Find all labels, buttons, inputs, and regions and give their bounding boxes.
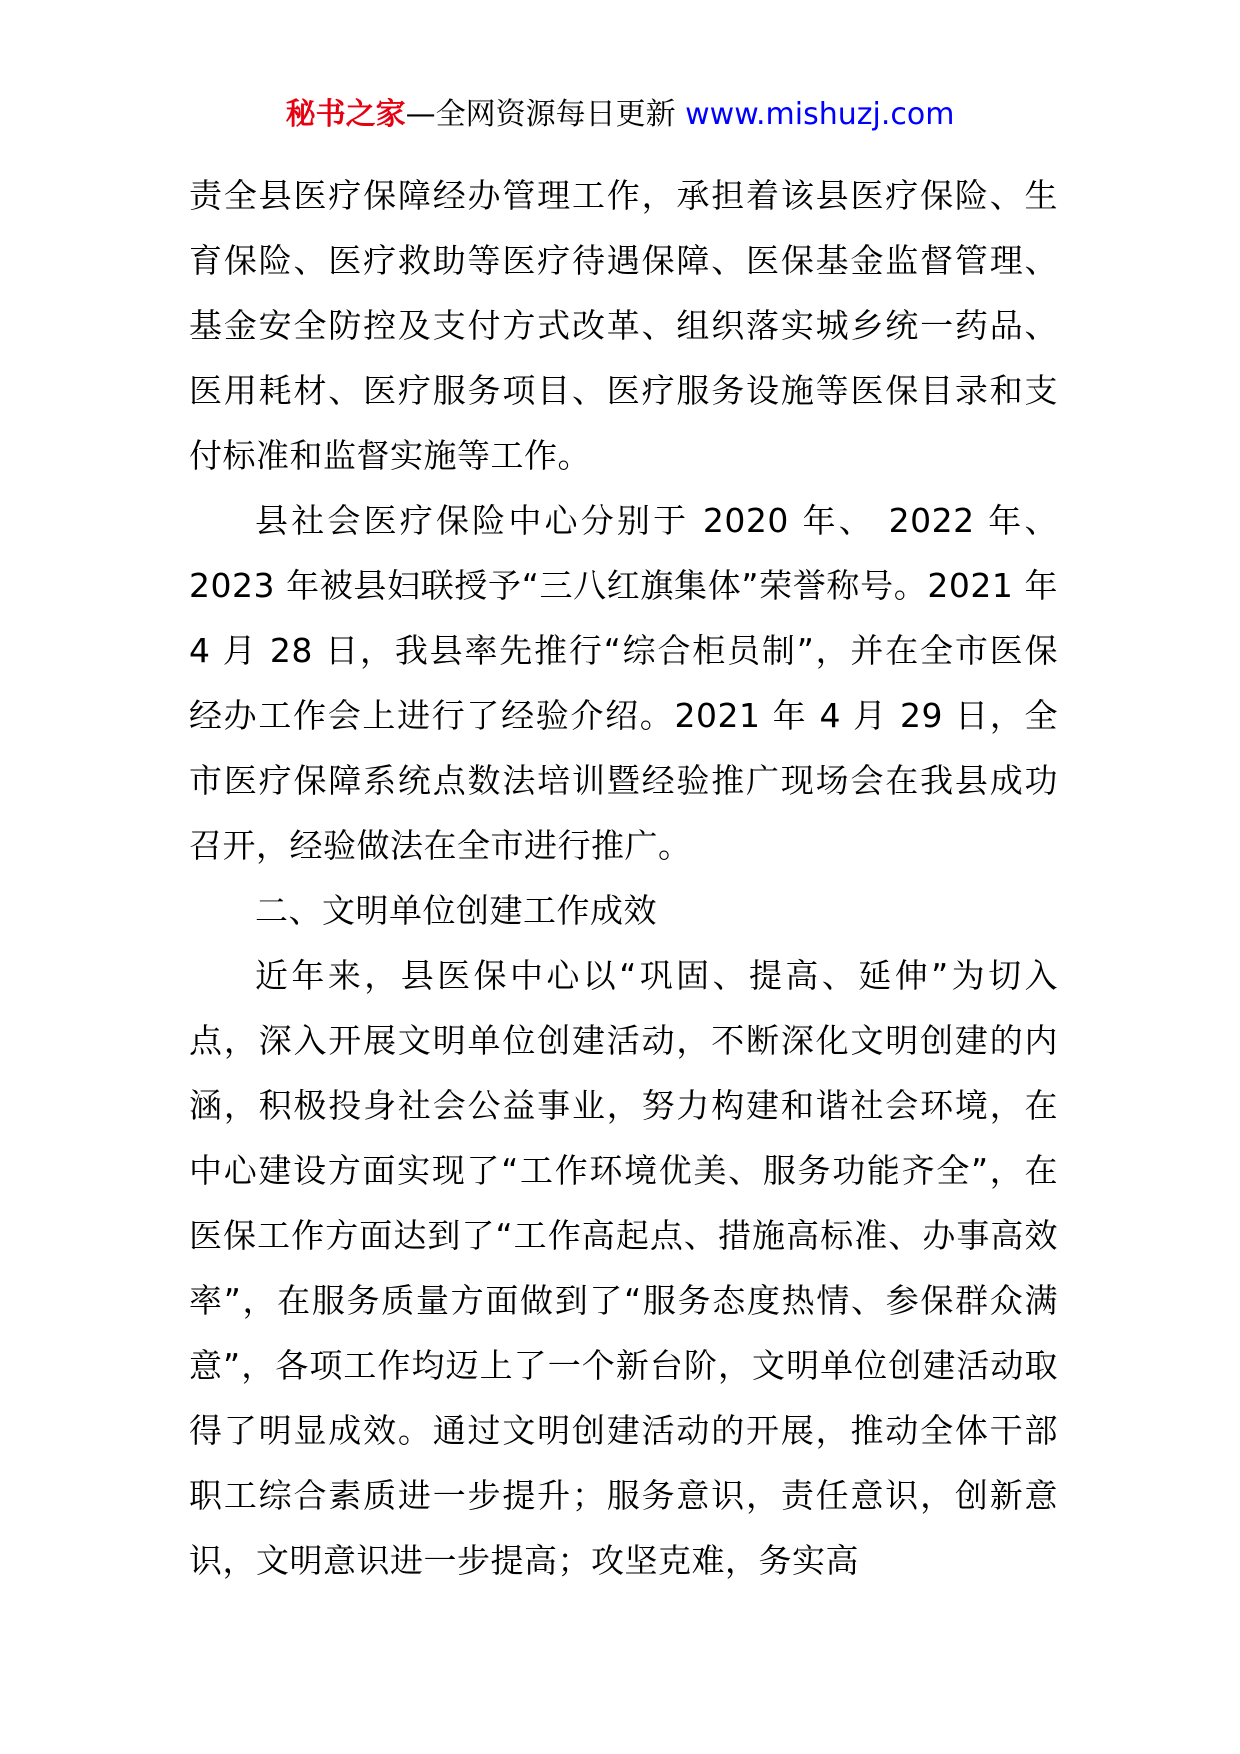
paragraph-continuation: 责全县医疗保障经办管理工作，承担着该县医疗保险、生育保险、医疗救助等医疗待遇保障、医保基金监督管理、基金安全防控及支付方式改革、组织落实城乡统一药品、医用耗材、医疗服务项目、医疗服务设施等医保目录和支付标准和监督实施等工作。: [189, 176, 1058, 475]
document-body: [189, 163, 1058, 1593]
paragraph-achievements: 近年来，县医保中心以“巩固、提高、延伸”为切入点，深入开展文明单位创建活动，不断深化文明创建的内涵，积极投身社会公益事业，努力构建和谐社会环境，在中心建设方面实现了“工作环境优美、服务功能齐全”，在医保工作方面达到了“工作高起点、措施高标准、办事高效率”，在服务质量方面做到了“服务态度热情、参保群众满意”，各项工作均迈上了一个新台阶，文明单位创建活动取得了明显成效。通过文明创建活动的开展，推动全体干部职工综合素质进一步提升；服务意识，责任意识，创新意识，文明意识进一步提高；攻坚克难，务实高: [189, 956, 1058, 1580]
site-url-link[interactable]: www.mishuzj.com: [685, 97, 955, 132]
site-tagline: —全网资源每日更新: [405, 97, 676, 132]
page-header: [0, 95, 1240, 135]
site-brand: 秘书之家: [285, 97, 406, 132]
paragraph-honors: 县社会医疗保险中心分别于 2020 年、 2022 年、2023 年被县妇联授予“三八红旗集体”荣誉称号。2021 年 4 月 28 日，我县率先推行“综合柜员制”，并在全市医保经办工作会上进行了经验介绍。2021 年 4 月 29 日，全市医疗保障系统点数法培训暨经验推广现场会在我县成功召开，经验做法在全市进行推广。: [189, 501, 1058, 865]
section-heading: 二、文明单位创建工作成效: [255, 891, 657, 930]
